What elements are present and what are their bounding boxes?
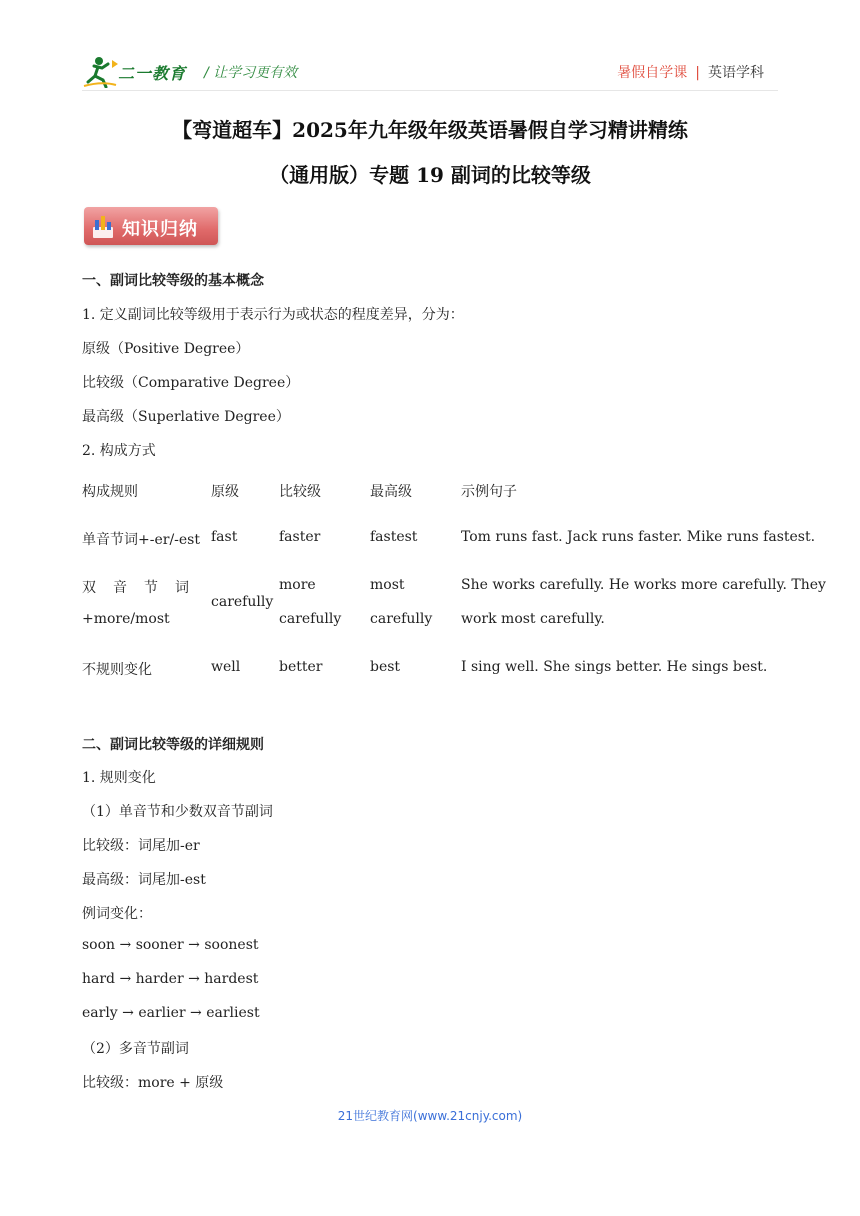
degree-item-superlative: 最高级（Superlative Degree） [82, 409, 290, 425]
table-row2-superlative-a: most [370, 577, 405, 593]
header-divider [82, 90, 778, 91]
table-row2-positive: carefully [211, 594, 274, 610]
definition-text: 1. 定义副词比较等级用于表示行为或状态的程度差异，分为： [82, 307, 464, 323]
doc-title-line2: （通用版）专题 19 副词的比较等级 [269, 163, 591, 187]
table-header-superlative: 最高级 [370, 484, 412, 500]
page-header [0, 0, 860, 100]
monosyllabic-subheading: （1）单音节和少数双音节副词 [82, 804, 273, 820]
example-hard: hard → harder → hardest [82, 971, 259, 987]
degree-item-positive: 原级（Positive Degree） [82, 341, 250, 357]
table-row3-rule: 不规则变化 [82, 662, 152, 678]
regular-change-subheading: 1. 规则变化 [82, 770, 156, 786]
page-footer: 21世纪教育网(www.21cnjy.com) [337, 1109, 523, 1123]
table-header-example: 示例句子 [461, 484, 517, 500]
doc-title-line1: 【弯道超车】2025年九年级年级英语暑假自学习精讲精练 [172, 118, 688, 142]
knowledge-summary-badge [84, 207, 218, 245]
table-row3-comparative: better [279, 659, 323, 675]
table-row2-rule-a: 双音节词 [82, 580, 206, 596]
table-row2-comparative-a: more [279, 577, 316, 593]
table-row1-positive: fast [211, 529, 238, 545]
comparative-rule-er: 比较级：词尾加-er [82, 838, 200, 854]
section1-heading: 一、副词比较等级的基本概念 [82, 273, 264, 289]
slogan: / 让学习更有效 [204, 65, 298, 81]
table-row2-example-a: She works carefully. He works more carefully. They [461, 577, 826, 593]
table-row1-rule: 单音节词+-er/-est [82, 532, 200, 548]
table-row3-positive: well [211, 659, 241, 675]
table-row3-superlative: best [370, 659, 401, 675]
degree-item-comparative: 比较级（Comparative Degree） [82, 375, 300, 391]
table-row2-comparative-b: carefully [279, 611, 342, 627]
course-label: 暑假自学课 [617, 65, 688, 81]
subject-label: 英语学科 [708, 65, 764, 81]
example-soon: soon → sooner → soonest [82, 937, 259, 953]
table-row1-comparative: faster [279, 529, 321, 545]
header-course-info [617, 62, 764, 82]
table-header-positive: 原级 [211, 484, 239, 500]
table-row3-example: I sing well. She sings better. He sings best. [461, 659, 768, 675]
comparative-rule-more: 比较级：more + 原级 [82, 1075, 224, 1091]
table-row2-example-b: work most carefully. [461, 611, 605, 627]
section2-heading: 二、副词比较等级的详细规则 [82, 737, 264, 753]
table-row2-superlative-b: carefully [370, 611, 433, 627]
logo-text: 二一教育 [118, 64, 187, 83]
chart-book-icon [92, 213, 114, 239]
superlative-rule-est: 最高级：词尾加-est [82, 872, 206, 888]
examples-label: 例词变化： [82, 906, 152, 922]
badge-label: 知识归纳 [122, 219, 198, 240]
table-row2-rule-b: +more/most [82, 611, 170, 627]
header-separator: | [695, 65, 700, 81]
table-header-comparative: 比较级 [279, 484, 321, 500]
polysyllabic-subheading: （2）多音节副词 [82, 1041, 189, 1057]
example-early: early → earlier → earliest [82, 1005, 260, 1021]
table-row1-superlative: fastest [370, 529, 418, 545]
table-header-rule: 构成规则 [82, 484, 138, 500]
construction-subheading: 2. 构成方式 [82, 443, 156, 459]
table-row1-example: Tom runs fast. Jack runs faster. Mike runs fastest. [461, 529, 816, 545]
